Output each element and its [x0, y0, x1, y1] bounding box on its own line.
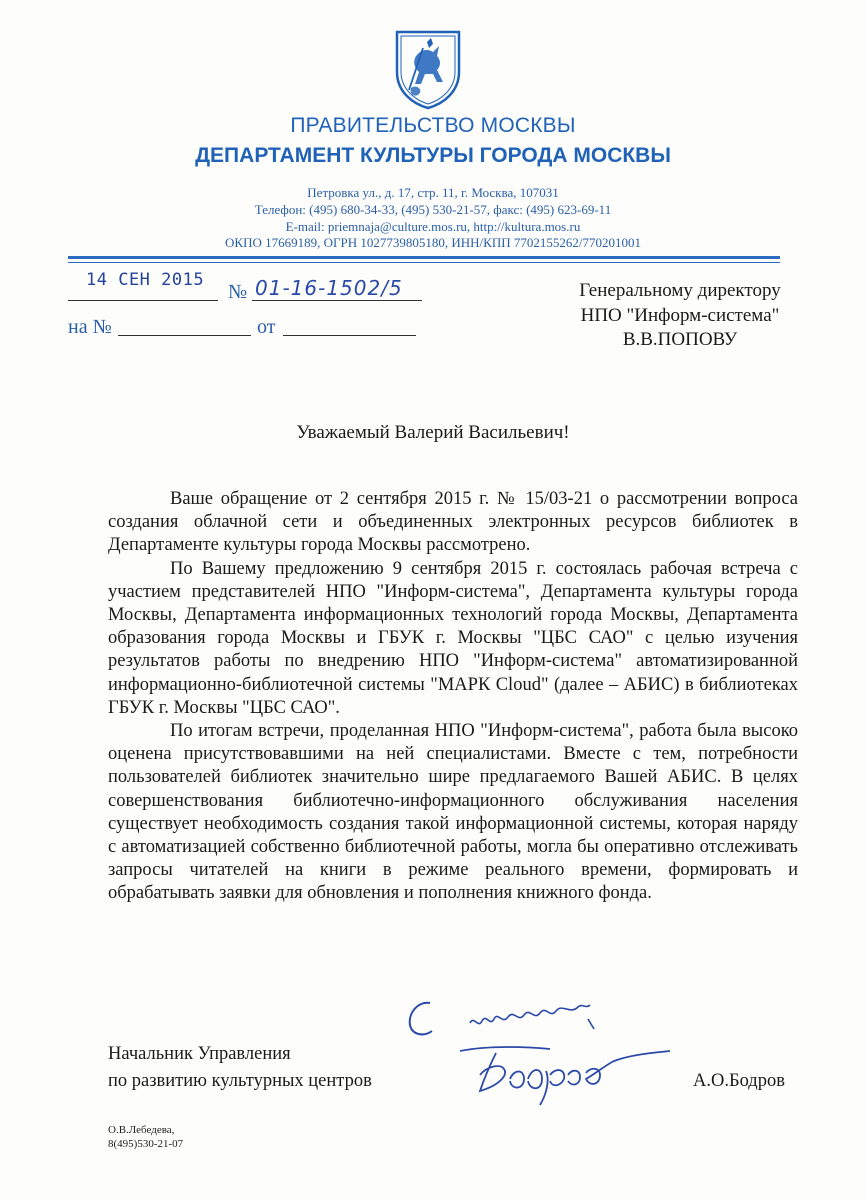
addressee-organization: НПО "Информ-система" [580, 305, 780, 326]
addressee-name: В.В.ПОПОВУ [622, 329, 738, 350]
executor-name: О.В.Лебедева, [108, 1124, 175, 1136]
number-underline [252, 300, 422, 301]
outgoing-number-label: № [228, 281, 248, 303]
letterhead-divider-thin [68, 262, 780, 263]
department-registry-codes: ОКПО 17669189, ОГРН 1027739805180, ИНН/КПП 7702155262/770201001 [225, 235, 641, 250]
outgoing-number-handwritten: 01-16-1502/5 [255, 276, 403, 300]
reply-from-label: от [257, 316, 276, 338]
signatory-position-line1: Начальник Управления [108, 1044, 291, 1064]
department-address: Петровка ул., д. 17, стр. 11, г. Москва, 107031 [307, 185, 559, 200]
executor-phone: 8(495)530-21-07 [108, 1138, 184, 1150]
government-title: ПРАВИТЕЛЬСТВО МОСКВЫ [290, 114, 576, 137]
department-title: ДЕПАРТАМЕНТ КУЛЬТУРЫ ГОРОДА МОСКВЫ [195, 144, 671, 167]
letter-greeting: Уважаемый Валерий Васильевич! [296, 422, 570, 443]
letter-paragraph: Ваше обращение от 2 сентября 2015 г. № 15/03-21 о рассмотрении вопроса создания облачной сети и объединенных электронных ресурсов библиотек в Департаменте культуры города Москвы рассмотрено. [108, 489, 798, 556]
letterhead-divider [68, 256, 780, 259]
signatory-position-line2: по развитию культурных центров [108, 1071, 372, 1091]
handwritten-signature [400, 995, 700, 1125]
reply-date-underline [283, 335, 416, 336]
registration-date-stamp: 14 СЕН 2015 [86, 270, 205, 290]
reply-to-number-label: на № [68, 316, 112, 338]
signatory-name: А.О.Бодров [693, 1071, 785, 1091]
letter-paragraph: По Вашему предложению 9 сентября 2015 г. состоялась рабочая встреча с участием представителей НПО "Информ-система", Департамента культуры города Москвы, Департамента информационных технологий города Москвы, Департамента образования города Москвы и ГБУК г. Москвы "ЦБС САО" с целью изучения результатов работы по внедрению НПО "Информ-система" автоматизированной информационно-библиотечной системы "МАРК Cloud" (далее – АБИС) в библиотеках ГБУК г. Москвы "ЦБС САО". [108, 558, 798, 718]
moscow-coat-of-arms-icon [393, 28, 463, 110]
department-email-web: E-mail: priemnaja@culture.mos.ru, http://kultura.mos.ru [285, 219, 581, 234]
letter-body [108, 488, 798, 906]
date-underline [68, 300, 218, 301]
addressee-position: Генеральному директору [579, 280, 781, 301]
reply-number-underline [118, 335, 251, 336]
department-phones: Телефон: (495) 680-34-33, (495) 530-21-57, факс: (495) 623-69-11 [254, 202, 612, 217]
letter-paragraph: По итогам встречи, проделанная НПО "Информ-система", работа была высоко оценена присутствовавшими на ней специалистами. Вместе с тем, потребности пользователей библиотек значительно шире предлагаемого Вашей АБИС. В целях совершенствования библиотечно-информационного обслуживания населения существует необходимость создания такой информационной системы, которая наряду с автоматизацией собственно библиотечной работы, могла бы оперативно отслеживать запросы читателей на книги в режиме реального времени, формировать и обрабатывать заявки для обновления и пополнения книжного фонда. [108, 721, 798, 904]
